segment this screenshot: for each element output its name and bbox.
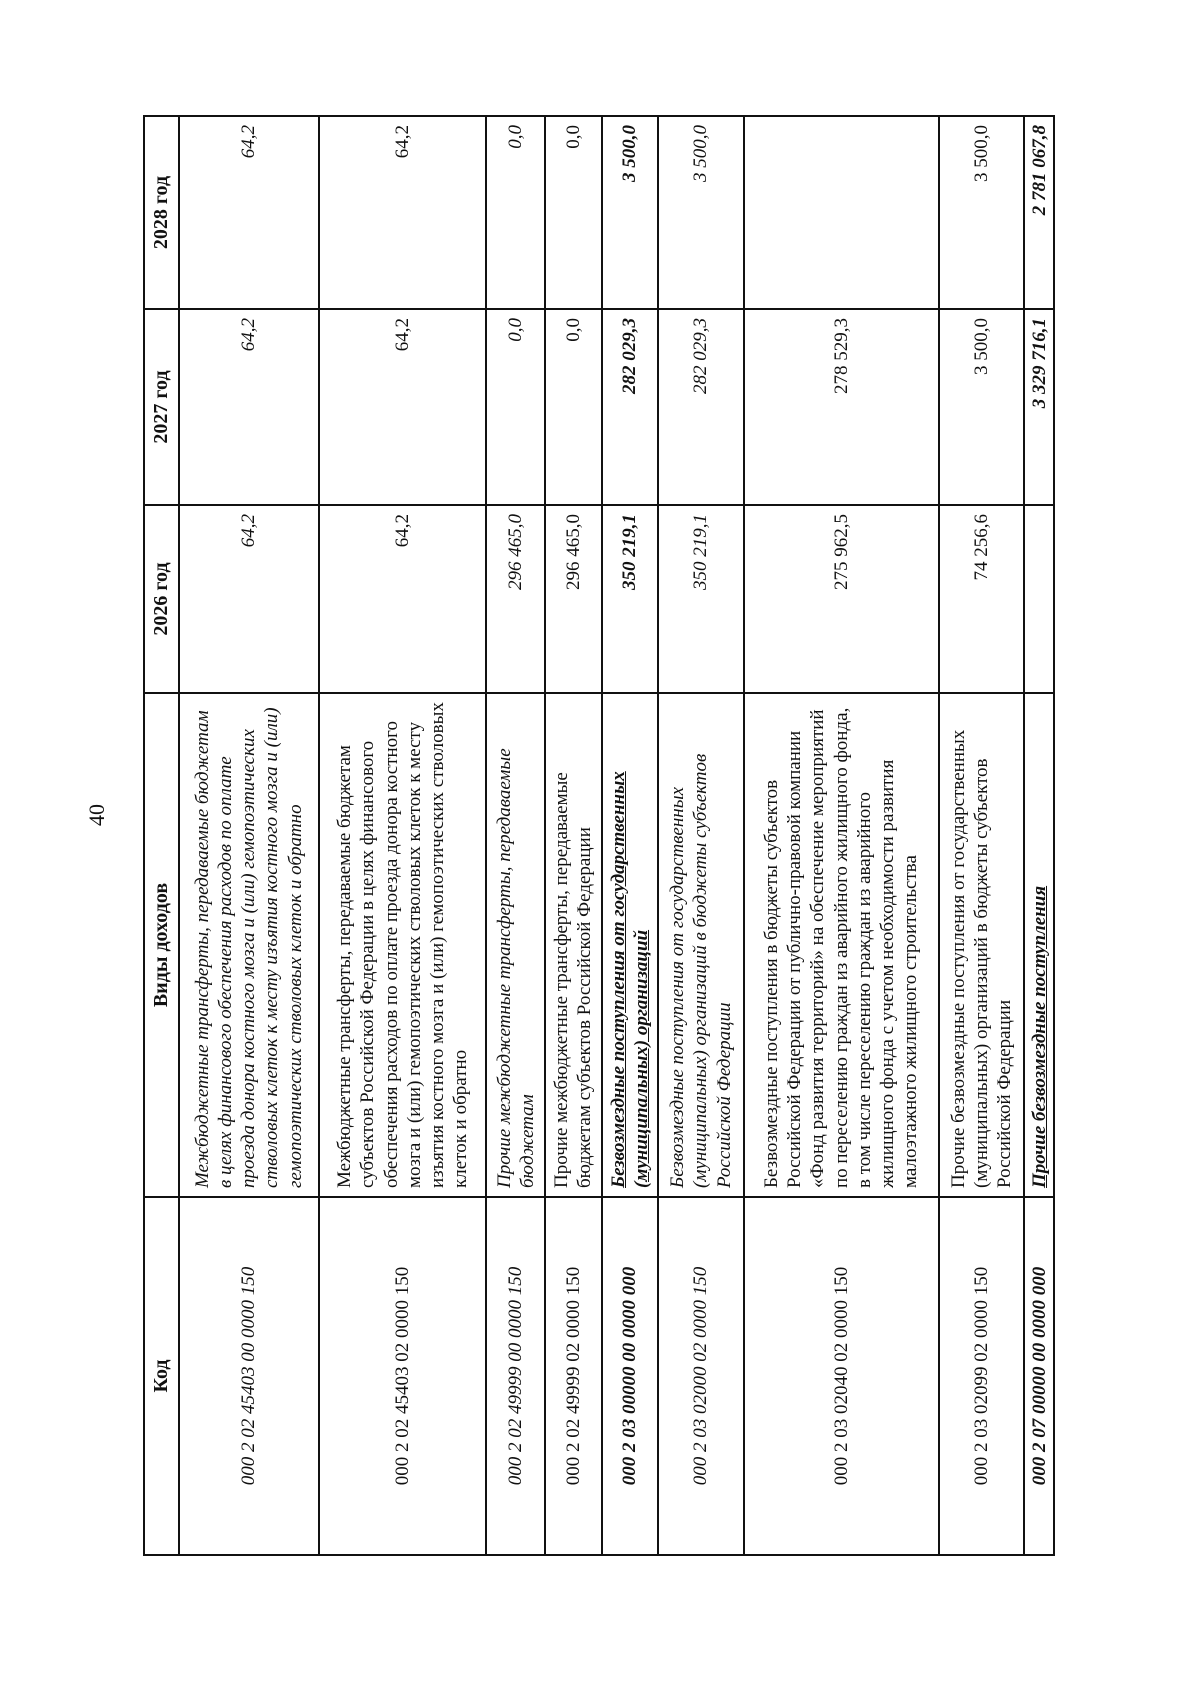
income-table <box>143 115 1055 1556</box>
income-table-container <box>143 117 1055 1556</box>
row-value-2028: 64,2 <box>319 116 486 309</box>
table-row <box>939 116 1025 1555</box>
row-value-2027: 278 529,3 <box>744 309 939 505</box>
row-value-2028: 64,2 <box>179 116 319 309</box>
header-year-2026: 2026 год <box>144 505 179 693</box>
row-value-2026: 64,2 <box>319 505 486 693</box>
row-description: Безвозмездные поступления в бюджеты субъектов Российской Федерации от публично-правовой компании «Фонд развития территорий» на обеспечение мероприятий по переселению граждан из аварийного жилищного фонда, в том числе переселению граждан из аварийного жилищного фонда с учетом необходимости развития малоэтажного жилищного строительства <box>744 693 939 1197</box>
row-description <box>1024 693 1054 1197</box>
row-value-2026: 350 219,1 <box>602 505 659 693</box>
header-year-2027: 2027 год <box>144 309 179 505</box>
row-description: Прочие безвозмездные поступления от государственных (муниципальных) организаций в бюджеты субъектов Российской Федерации <box>939 693 1025 1197</box>
row-value-2028: 0,0 <box>545 116 602 309</box>
row-value-2028: 3 500,0 <box>602 116 659 309</box>
table-row <box>319 116 486 1555</box>
row-value-2026 <box>1024 505 1054 693</box>
table-row <box>1024 116 1054 1555</box>
row-code: 000 2 02 49999 02 0000 150 <box>545 1197 602 1555</box>
row-code: 000 2 02 49999 00 0000 150 <box>486 1197 545 1555</box>
row-value-2026: 74 256,6 <box>939 505 1025 693</box>
row-code: 000 2 02 45403 02 0000 150 <box>319 1197 486 1555</box>
row-description-text: Прочие безвозмездные поступления <box>1028 885 1050 1188</box>
table-row <box>486 116 545 1555</box>
row-description: Межбюджетные трансферты, передаваемые бюджетам субъектов Российской Федерации в целях финансового обеспечения расходов по оплате проезда донора костного мозга и (или) гемопоэтических стволовых клеток к месту изъятия костного мозга и (или) гемопоэтических стволовых клеток и обратно <box>319 693 486 1197</box>
row-value-2026: 275 962,5 <box>744 505 939 693</box>
table-row <box>545 116 602 1555</box>
row-value-2028: 0,0 <box>486 116 545 309</box>
page-number: 40 <box>84 804 109 826</box>
row-value-2027: 282 029,3 <box>602 309 659 505</box>
row-code: 000 2 03 02099 02 0000 150 <box>939 1197 1025 1555</box>
table-row <box>658 116 744 1555</box>
row-value-2027: 3 500,0 <box>939 309 1025 505</box>
row-value-2026: 350 219,1 <box>658 505 744 693</box>
row-value-2026: 64,2 <box>179 505 319 693</box>
header-year-2028: 2028 год <box>144 116 179 309</box>
row-code: 000 2 03 00000 00 0000 000 <box>602 1197 659 1555</box>
row-value-2026: 296 465,0 <box>486 505 545 693</box>
table-header-row <box>144 116 179 1555</box>
row-code: 000 2 07 00000 00 0000 000 <box>1024 1197 1054 1555</box>
row-value-2026: 296 465,0 <box>545 505 602 693</box>
row-description: Безвозмездные поступления от государственных (муниципальных) организаций в бюджеты субъектов Российской Федерации <box>658 693 744 1197</box>
row-description: Межбюджетные трансферты, передаваемые бюджетам в целях финансового обеспечения расходов по оплате проезда донора костного мозга и (или) гемопоэтических стволовых клеток к месту изъятия костного мозга и (или) гемопоэтических стволовых клеток и обратно <box>179 693 319 1197</box>
table-row <box>602 116 659 1555</box>
row-description: Прочие межбюджетные трансферты, передаваемые бюджетам <box>486 693 545 1197</box>
row-code: 000 2 02 45403 00 0000 150 <box>179 1197 319 1555</box>
row-description: Прочие межбюджетные трансферты, передаваемые бюджетам субъектов Российской Федерации <box>545 693 602 1197</box>
row-code: 000 2 03 02040 02 0000 150 <box>744 1197 939 1555</box>
row-value-2027: 3 329 716,1 <box>1024 309 1054 505</box>
row-value-2028: 3 500,0 <box>658 116 744 309</box>
row-value-2028: 3 500,0 <box>939 116 1025 309</box>
header-income-type: Виды доходов <box>144 693 179 1197</box>
row-code: 000 2 03 02000 02 0000 150 <box>658 1197 744 1555</box>
row-value-2027: 282 029,3 <box>658 309 744 505</box>
row-value-2028: 2 781 067,8 <box>1024 116 1054 309</box>
row-value-2027: 64,2 <box>179 309 319 505</box>
header-code: Код <box>144 1197 179 1555</box>
row-value-2027: 0,0 <box>486 309 545 505</box>
row-value-2028 <box>744 116 939 309</box>
table-row <box>179 116 319 1555</box>
table-row <box>744 116 939 1555</box>
row-value-2027: 64,2 <box>319 309 486 505</box>
row-value-2027: 0,0 <box>545 309 602 505</box>
row-description-text: Безвозмездные поступления от государственных (муниципальных) организаций <box>607 771 652 1188</box>
row-description <box>602 693 659 1197</box>
